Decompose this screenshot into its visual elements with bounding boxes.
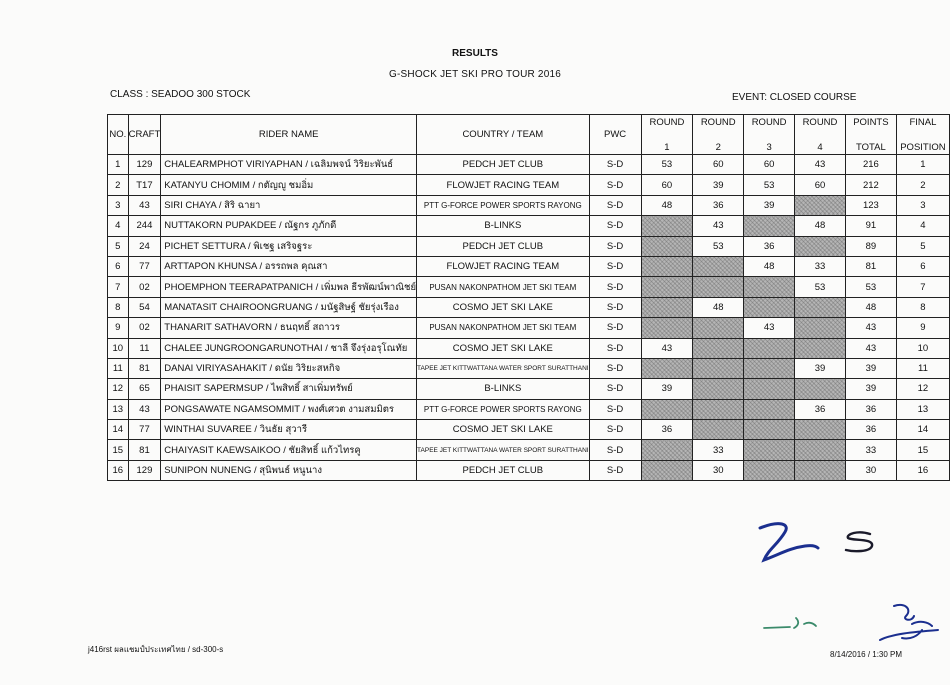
cell-craft: 11 bbox=[128, 338, 161, 358]
cell-round-4: 36 bbox=[795, 399, 846, 419]
cell-craft: 02 bbox=[128, 277, 161, 297]
cell-final-position: 6 bbox=[896, 256, 949, 276]
signature-2 bbox=[840, 528, 880, 558]
cell-craft: 43 bbox=[128, 399, 161, 419]
cell-pwc: S-D bbox=[589, 358, 641, 378]
cell-craft: 54 bbox=[128, 297, 161, 317]
cell-pwc: S-D bbox=[589, 216, 641, 236]
cell-pwc: S-D bbox=[589, 175, 641, 195]
event-subtitle: G-SHOCK JET SKI PRO TOUR 2016 bbox=[389, 69, 561, 80]
table-row bbox=[108, 440, 950, 460]
cell-round-2-no-score bbox=[693, 399, 744, 419]
signature-1 bbox=[750, 510, 820, 570]
cell-round-4: 33 bbox=[795, 256, 846, 276]
col-header-round-2: ROUND 2 bbox=[693, 115, 744, 155]
cell-round-3-no-score bbox=[744, 277, 795, 297]
cell-round-1-no-score bbox=[641, 297, 693, 317]
cell-points-total: 30 bbox=[845, 460, 896, 480]
cell-no: 8 bbox=[108, 297, 129, 317]
cell-no: 7 bbox=[108, 277, 129, 297]
cell-team: B-LINKS bbox=[417, 216, 590, 236]
cell-no: 14 bbox=[108, 420, 129, 440]
cell-pwc: S-D bbox=[589, 440, 641, 460]
cell-round-2-no-score bbox=[693, 338, 744, 358]
cell-points-total: 53 bbox=[845, 277, 896, 297]
cell-round-1-no-score bbox=[641, 358, 693, 378]
cell-rider-name: NUTTAKORN PUPAKDEE / ณัฐกร ภูภักดี bbox=[161, 216, 417, 236]
col-header-round-3: ROUND 3 bbox=[744, 115, 795, 155]
cell-rider-name: CHAIYASIT KAEWSAIKOO / ชัยสิทธิ์ แก้วไทรคู bbox=[161, 440, 417, 460]
cell-final-position: 2 bbox=[896, 175, 949, 195]
cell-round-2-no-score bbox=[693, 256, 744, 276]
class-label: CLASS : SEADOO 300 STOCK bbox=[110, 89, 251, 100]
page-title: RESULTS bbox=[452, 48, 498, 59]
cell-pwc: S-D bbox=[589, 155, 641, 175]
cell-round-4: 43 bbox=[795, 155, 846, 175]
cell-final-position: 8 bbox=[896, 297, 949, 317]
cell-no: 3 bbox=[108, 195, 129, 215]
cell-rider-name: MANATASIT CHAIROONGRUANG / มนัฐสิษฐ์ ชัยรุ่งเรือง bbox=[161, 297, 417, 317]
cell-round-2-no-score bbox=[693, 379, 744, 399]
cell-round-1: 36 bbox=[641, 420, 693, 440]
col-header-pwc: PWC bbox=[589, 115, 641, 155]
cell-pwc: S-D bbox=[589, 420, 641, 440]
cell-team: PTT G-FORCE POWER SPORTS RAYONG bbox=[417, 399, 590, 419]
cell-points-total: 36 bbox=[845, 399, 896, 419]
col-header-no: NO. bbox=[108, 115, 129, 155]
cell-round-4: 60 bbox=[795, 175, 846, 195]
cell-round-3-no-score bbox=[744, 440, 795, 460]
cell-round-2: 43 bbox=[693, 216, 744, 236]
cell-team: TAPEE JET KITTWATTANA WATER SPORT SURATTHANI bbox=[417, 440, 590, 460]
table-row bbox=[108, 256, 950, 276]
cell-pwc: S-D bbox=[589, 236, 641, 256]
cell-no: 9 bbox=[108, 318, 129, 338]
cell-no: 15 bbox=[108, 440, 129, 460]
cell-rider-name: PHAISIT SAPERMSUP / ไพสิทธิ์ สาเพิ่มทรัพย์ bbox=[161, 379, 417, 399]
cell-points-total: 36 bbox=[845, 420, 896, 440]
col-header-round-4: ROUND 4 bbox=[795, 115, 846, 155]
cell-final-position: 11 bbox=[896, 358, 949, 378]
results-table bbox=[107, 114, 950, 481]
cell-final-position: 3 bbox=[896, 195, 949, 215]
cell-round-1: 60 bbox=[641, 175, 693, 195]
cell-rider-name: PICHET SETTURA / พิเชฐ เสริจฐระ bbox=[161, 236, 417, 256]
cell-final-position: 12 bbox=[896, 379, 949, 399]
cell-final-position: 1 bbox=[896, 155, 949, 175]
cell-round-4-no-score bbox=[795, 420, 846, 440]
cell-round-2: 30 bbox=[693, 460, 744, 480]
cell-pwc: S-D bbox=[589, 379, 641, 399]
cell-rider-name: CHALEE JUNGROONGARUNOTHAI / ชาลี จึงรุ่งอรุโณทัย bbox=[161, 338, 417, 358]
table-row bbox=[108, 297, 950, 317]
cell-rider-name: PONGSAWATE NGAMSOMMIT / พงศ์เศวต งามสมมิตร bbox=[161, 399, 417, 419]
cell-rider-name: ARTTAPON KHUNSA / อรรถพล คุณสา bbox=[161, 256, 417, 276]
cell-points-total: 48 bbox=[845, 297, 896, 317]
cell-craft: 65 bbox=[128, 379, 161, 399]
cell-points-total: 89 bbox=[845, 236, 896, 256]
cell-pwc: S-D bbox=[589, 195, 641, 215]
cell-points-total: 123 bbox=[845, 195, 896, 215]
cell-pwc: S-D bbox=[589, 460, 641, 480]
cell-round-3-no-score bbox=[744, 358, 795, 378]
cell-pwc: S-D bbox=[589, 399, 641, 419]
cell-round-4-no-score bbox=[795, 318, 846, 338]
cell-final-position: 4 bbox=[896, 216, 949, 236]
cell-round-3: 53 bbox=[744, 175, 795, 195]
cell-round-1-no-score bbox=[641, 460, 693, 480]
cell-round-4: 48 bbox=[795, 216, 846, 236]
table-header-row bbox=[108, 115, 950, 155]
cell-final-position: 16 bbox=[896, 460, 949, 480]
cell-round-3-no-score bbox=[744, 460, 795, 480]
table-row bbox=[108, 399, 950, 419]
cell-craft: 129 bbox=[128, 155, 161, 175]
cell-no: 16 bbox=[108, 460, 129, 480]
cell-craft: 77 bbox=[128, 420, 161, 440]
cell-no: 4 bbox=[108, 216, 129, 236]
cell-round-1: 43 bbox=[641, 338, 693, 358]
cell-points-total: 216 bbox=[845, 155, 896, 175]
cell-round-3: 39 bbox=[744, 195, 795, 215]
table-row bbox=[108, 420, 950, 440]
cell-team: PEDCH JET CLUB bbox=[417, 236, 590, 256]
cell-round-3-no-score bbox=[744, 420, 795, 440]
cell-round-3-no-score bbox=[744, 399, 795, 419]
cell-round-1-no-score bbox=[641, 216, 693, 236]
col-header-points-total: POINTS TOTAL bbox=[845, 115, 896, 155]
cell-pwc: S-D bbox=[589, 256, 641, 276]
footer-timestamp: 8/14/2016 / 1:30 PM bbox=[830, 650, 903, 659]
cell-round-3-no-score bbox=[744, 216, 795, 236]
cell-round-3: 43 bbox=[744, 318, 795, 338]
table-row bbox=[108, 155, 950, 175]
col-header-craft: CRAFT bbox=[128, 115, 161, 155]
cell-craft: 129 bbox=[128, 460, 161, 480]
cell-final-position: 10 bbox=[896, 338, 949, 358]
cell-round-4-no-score bbox=[795, 460, 846, 480]
table-row bbox=[108, 236, 950, 256]
cell-team: PUSAN NAKONPATHOM JET SKI TEAM bbox=[417, 277, 590, 297]
cell-team: COSMO JET SKI LAKE bbox=[417, 338, 590, 358]
col-header-rider: RIDER NAME bbox=[161, 115, 417, 155]
cell-round-3-no-score bbox=[744, 379, 795, 399]
cell-craft: 81 bbox=[128, 358, 161, 378]
cell-final-position: 14 bbox=[896, 420, 949, 440]
cell-round-1: 53 bbox=[641, 155, 693, 175]
cell-team: PEDCH JET CLUB bbox=[417, 460, 590, 480]
cell-round-1-no-score bbox=[641, 399, 693, 419]
cell-craft: 244 bbox=[128, 216, 161, 236]
cell-craft: 81 bbox=[128, 440, 161, 460]
cell-no: 10 bbox=[108, 338, 129, 358]
cell-round-2: 36 bbox=[693, 195, 744, 215]
cell-round-1-no-score bbox=[641, 236, 693, 256]
cell-points-total: 43 bbox=[845, 338, 896, 358]
table-row bbox=[108, 175, 950, 195]
cell-round-3: 36 bbox=[744, 236, 795, 256]
cell-team: FLOWJET RACING TEAM bbox=[417, 256, 590, 276]
cell-final-position: 15 bbox=[896, 440, 949, 460]
cell-pwc: S-D bbox=[589, 277, 641, 297]
cell-points-total: 39 bbox=[845, 358, 896, 378]
cell-team: COSMO JET SKI LAKE bbox=[417, 420, 590, 440]
cell-round-4-no-score bbox=[795, 338, 846, 358]
cell-round-1: 48 bbox=[641, 195, 693, 215]
cell-team: COSMO JET SKI LAKE bbox=[417, 297, 590, 317]
cell-round-3: 48 bbox=[744, 256, 795, 276]
event-label: EVENT: CLOSED COURSE bbox=[732, 92, 857, 103]
cell-round-1: 39 bbox=[641, 379, 693, 399]
table-row bbox=[108, 358, 950, 378]
cell-no: 12 bbox=[108, 379, 129, 399]
cell-no: 11 bbox=[108, 358, 129, 378]
cell-round-2-no-score bbox=[693, 358, 744, 378]
cell-points-total: 212 bbox=[845, 175, 896, 195]
cell-team: PEDCH JET CLUB bbox=[417, 155, 590, 175]
cell-round-4-no-score bbox=[795, 379, 846, 399]
cell-rider-name: WINTHAI SUVAREE / วินธัย สุวารี bbox=[161, 420, 417, 440]
cell-round-1-no-score bbox=[641, 277, 693, 297]
cell-points-total: 43 bbox=[845, 318, 896, 338]
cell-round-2: 53 bbox=[693, 236, 744, 256]
cell-pwc: S-D bbox=[589, 318, 641, 338]
cell-rider-name: DANAI VIRIYASAHAKIT / ดนัย วิริยะสหกิจ bbox=[161, 358, 417, 378]
cell-no: 5 bbox=[108, 236, 129, 256]
cell-round-2-no-score bbox=[693, 318, 744, 338]
cell-round-4: 39 bbox=[795, 358, 846, 378]
cell-craft: 24 bbox=[128, 236, 161, 256]
cell-round-1-no-score bbox=[641, 318, 693, 338]
cell-round-3-no-score bbox=[744, 338, 795, 358]
cell-team: B-LINKS bbox=[417, 379, 590, 399]
signature-4 bbox=[872, 600, 942, 644]
cell-round-3: 60 bbox=[744, 155, 795, 175]
cell-rider-name: PHOEMPHON TEERAPATPANICH / เพิ่มพล ธีรพัฒน์พาณิชย์ bbox=[161, 277, 417, 297]
cell-round-4-no-score bbox=[795, 297, 846, 317]
cell-round-1-no-score bbox=[641, 256, 693, 276]
cell-points-total: 81 bbox=[845, 256, 896, 276]
cell-points-total: 39 bbox=[845, 379, 896, 399]
cell-points-total: 33 bbox=[845, 440, 896, 460]
cell-final-position: 13 bbox=[896, 399, 949, 419]
cell-round-2-no-score bbox=[693, 420, 744, 440]
cell-final-position: 9 bbox=[896, 318, 949, 338]
table-row bbox=[108, 338, 950, 358]
cell-final-position: 7 bbox=[896, 277, 949, 297]
cell-round-1-no-score bbox=[641, 440, 693, 460]
table-row bbox=[108, 277, 950, 297]
cell-rider-name: THANARIT SATHAVORN / ธนฤทธิ์ สถาวร bbox=[161, 318, 417, 338]
cell-rider-name: SUNIPON NUNENG / สุนิพนธ์ หนูนาง bbox=[161, 460, 417, 480]
cell-craft: 77 bbox=[128, 256, 161, 276]
cell-team: FLOWJET RACING TEAM bbox=[417, 175, 590, 195]
cell-craft: T17 bbox=[128, 175, 161, 195]
cell-pwc: S-D bbox=[589, 338, 641, 358]
cell-no: 6 bbox=[108, 256, 129, 276]
table-row bbox=[108, 318, 950, 338]
cell-rider-name: CHALEARMPHOT VIRIYAPHAN / เฉลิมพจน์ วิริยะพันธ์ bbox=[161, 155, 417, 175]
col-header-team: COUNTRY / TEAM bbox=[417, 115, 590, 155]
cell-round-4-no-score bbox=[795, 440, 846, 460]
cell-round-2: 39 bbox=[693, 175, 744, 195]
col-header-final-position: FINAL POSITION bbox=[896, 115, 949, 155]
cell-craft: 43 bbox=[128, 195, 161, 215]
cell-rider-name: SIRI CHAYA / สิริ ฉายา bbox=[161, 195, 417, 215]
cell-round-4-no-score bbox=[795, 236, 846, 256]
cell-round-2-no-score bbox=[693, 277, 744, 297]
col-header-round-1: ROUND 1 bbox=[641, 115, 693, 155]
table-row bbox=[108, 195, 950, 215]
cell-round-2: 48 bbox=[693, 297, 744, 317]
cell-team: PUSAN NAKONPATHOM JET SKI TEAM bbox=[417, 318, 590, 338]
footer-note: j416rst ผลแชมป์ประเทศไทย / sd-300-s bbox=[88, 645, 224, 654]
cell-points-total: 91 bbox=[845, 216, 896, 236]
cell-pwc: S-D bbox=[589, 297, 641, 317]
cell-craft: 02 bbox=[128, 318, 161, 338]
cell-round-4-no-score bbox=[795, 195, 846, 215]
cell-round-2: 60 bbox=[693, 155, 744, 175]
cell-round-4: 53 bbox=[795, 277, 846, 297]
table-row bbox=[108, 216, 950, 236]
table-row bbox=[108, 460, 950, 480]
signature-3 bbox=[760, 612, 820, 636]
cell-team: PTT G-FORCE POWER SPORTS RAYONG bbox=[417, 195, 590, 215]
cell-no: 1 bbox=[108, 155, 129, 175]
cell-rider-name: KATANYU CHOMIM / กตัญญู ชมอิ่ม bbox=[161, 175, 417, 195]
cell-round-2: 33 bbox=[693, 440, 744, 460]
cell-final-position: 5 bbox=[896, 236, 949, 256]
table-row bbox=[108, 379, 950, 399]
cell-no: 13 bbox=[108, 399, 129, 419]
cell-no: 2 bbox=[108, 175, 129, 195]
cell-round-3-no-score bbox=[744, 297, 795, 317]
cell-team: TAPEE JET KITTWATTANA WATER SPORT SURATTHANI bbox=[417, 358, 590, 378]
